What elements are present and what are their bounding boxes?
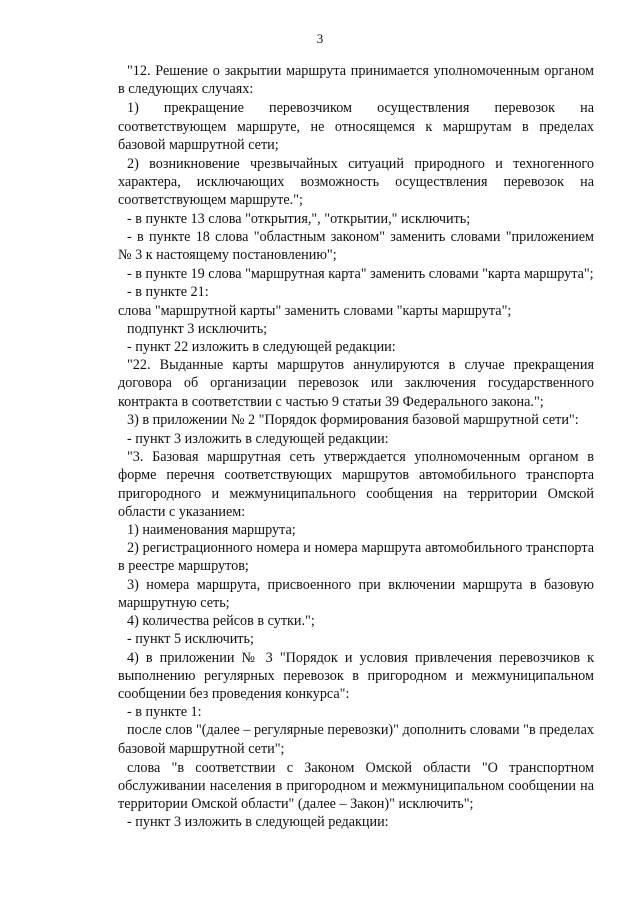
- paragraph-appendix-3-point-3: - пункт 3 изложить в следующей редакции:: [127, 814, 389, 831]
- paragraph-point-13: - в пункте 13 слова "открытия,", "открытии," исключить;: [127, 210, 471, 227]
- paragraph-appendix-3-point-1: - в пункте 1:: [127, 704, 202, 721]
- paragraph-point-21-subpoint: подпункт 3 исключить;: [127, 320, 268, 337]
- paragraph-point-22-text: "22. Выданные карты маршрутов аннулируются в случае прекращения договора об организации перевозок или заключения государственного контракта в соответствии с частью 9 статьи 39 Федерального закона.";: [118, 357, 594, 410]
- document-body: [118, 62, 594, 832]
- list-item-4: 4) количества рейсов в сутки.";: [127, 613, 315, 630]
- paragraph-point-21: - в пункте 21:: [127, 284, 209, 301]
- list-item-2: 2) регистрационного номера и номера маршрута автомобильного транспорта в реестре маршрутов;: [118, 540, 594, 575]
- paragraph-words-law: слова "в соответствии с Законом Омской области "О транспортном обслуживании населения в пригородном и межмуниципальном сообщении на территории Омской области" (далее – Закон)" исключить";: [118, 759, 594, 813]
- paragraph-point-18: - в пункте 18 слова "областным законом" заменить словами "приложением № 3 к настоящему постановлению";: [118, 228, 594, 264]
- paragraph-appendix-3: 4) в приложении № 3 "Порядок и условия привлечения перевозчиков к выполнению регулярных перевозок в пригородном и межмуниципальном сообщении без проведения конкурса":: [118, 649, 594, 702]
- page-number: 3: [316, 31, 324, 46]
- paragraph-point-19: - в пункте 19 слова "маршрутная карта" заменить словами "карта маршрута";: [127, 266, 594, 283]
- paragraph-item-1: 1) прекращение перевозчиком осуществления перевозок на соответствующем маршруте, не относящемся к маршрутам в пределах базовой маршрутной сети;: [118, 100, 594, 153]
- list-item-3: 3) номера маршрута, присвоенного при включении маршрута в базовую маршрутную сеть;: [118, 576, 594, 611]
- paragraph-12-intro: "12. Решение о закрытии маршрута принимается уполномоченным органом в следующих случаях:: [118, 63, 594, 98]
- paragraph-point-22: - пункт 22 изложить в следующей редакции:: [127, 339, 396, 356]
- list-item-1: 1) наименования маршрута;: [127, 522, 296, 539]
- paragraph-appendix-2: 3) в приложении № 2 "Порядок формирования базовой маршрутной сети":: [127, 411, 579, 428]
- paragraph-appendix-2-point-3: - пункт 3 изложить в следующей редакции:: [127, 431, 389, 448]
- paragraph-item-2: 2) возникновение чрезвычайных ситуаций природного и техногенного характера, исключающих возможность осуществления перевозок на соответствующем маршруте.";: [118, 156, 594, 209]
- paragraph-point-5: - пункт 5 исключить;: [127, 631, 254, 648]
- paragraph-after-words: после слов "(далее – регулярные перевозки)" дополнить словами "в пределах базовой маршрутной сети";: [118, 722, 594, 757]
- paragraph-basic-network: "3. Базовая маршрутная сеть утверждается уполномоченным органом в форме перечня соответствующих маршрутов автомобильного транспорта пригородного и межмуниципального сообщения на территории Омской области с указанием:: [118, 449, 594, 520]
- paragraph-point-21-words: слова "маршрутной карты" заменить словами "карты маршрута";: [118, 302, 512, 319]
